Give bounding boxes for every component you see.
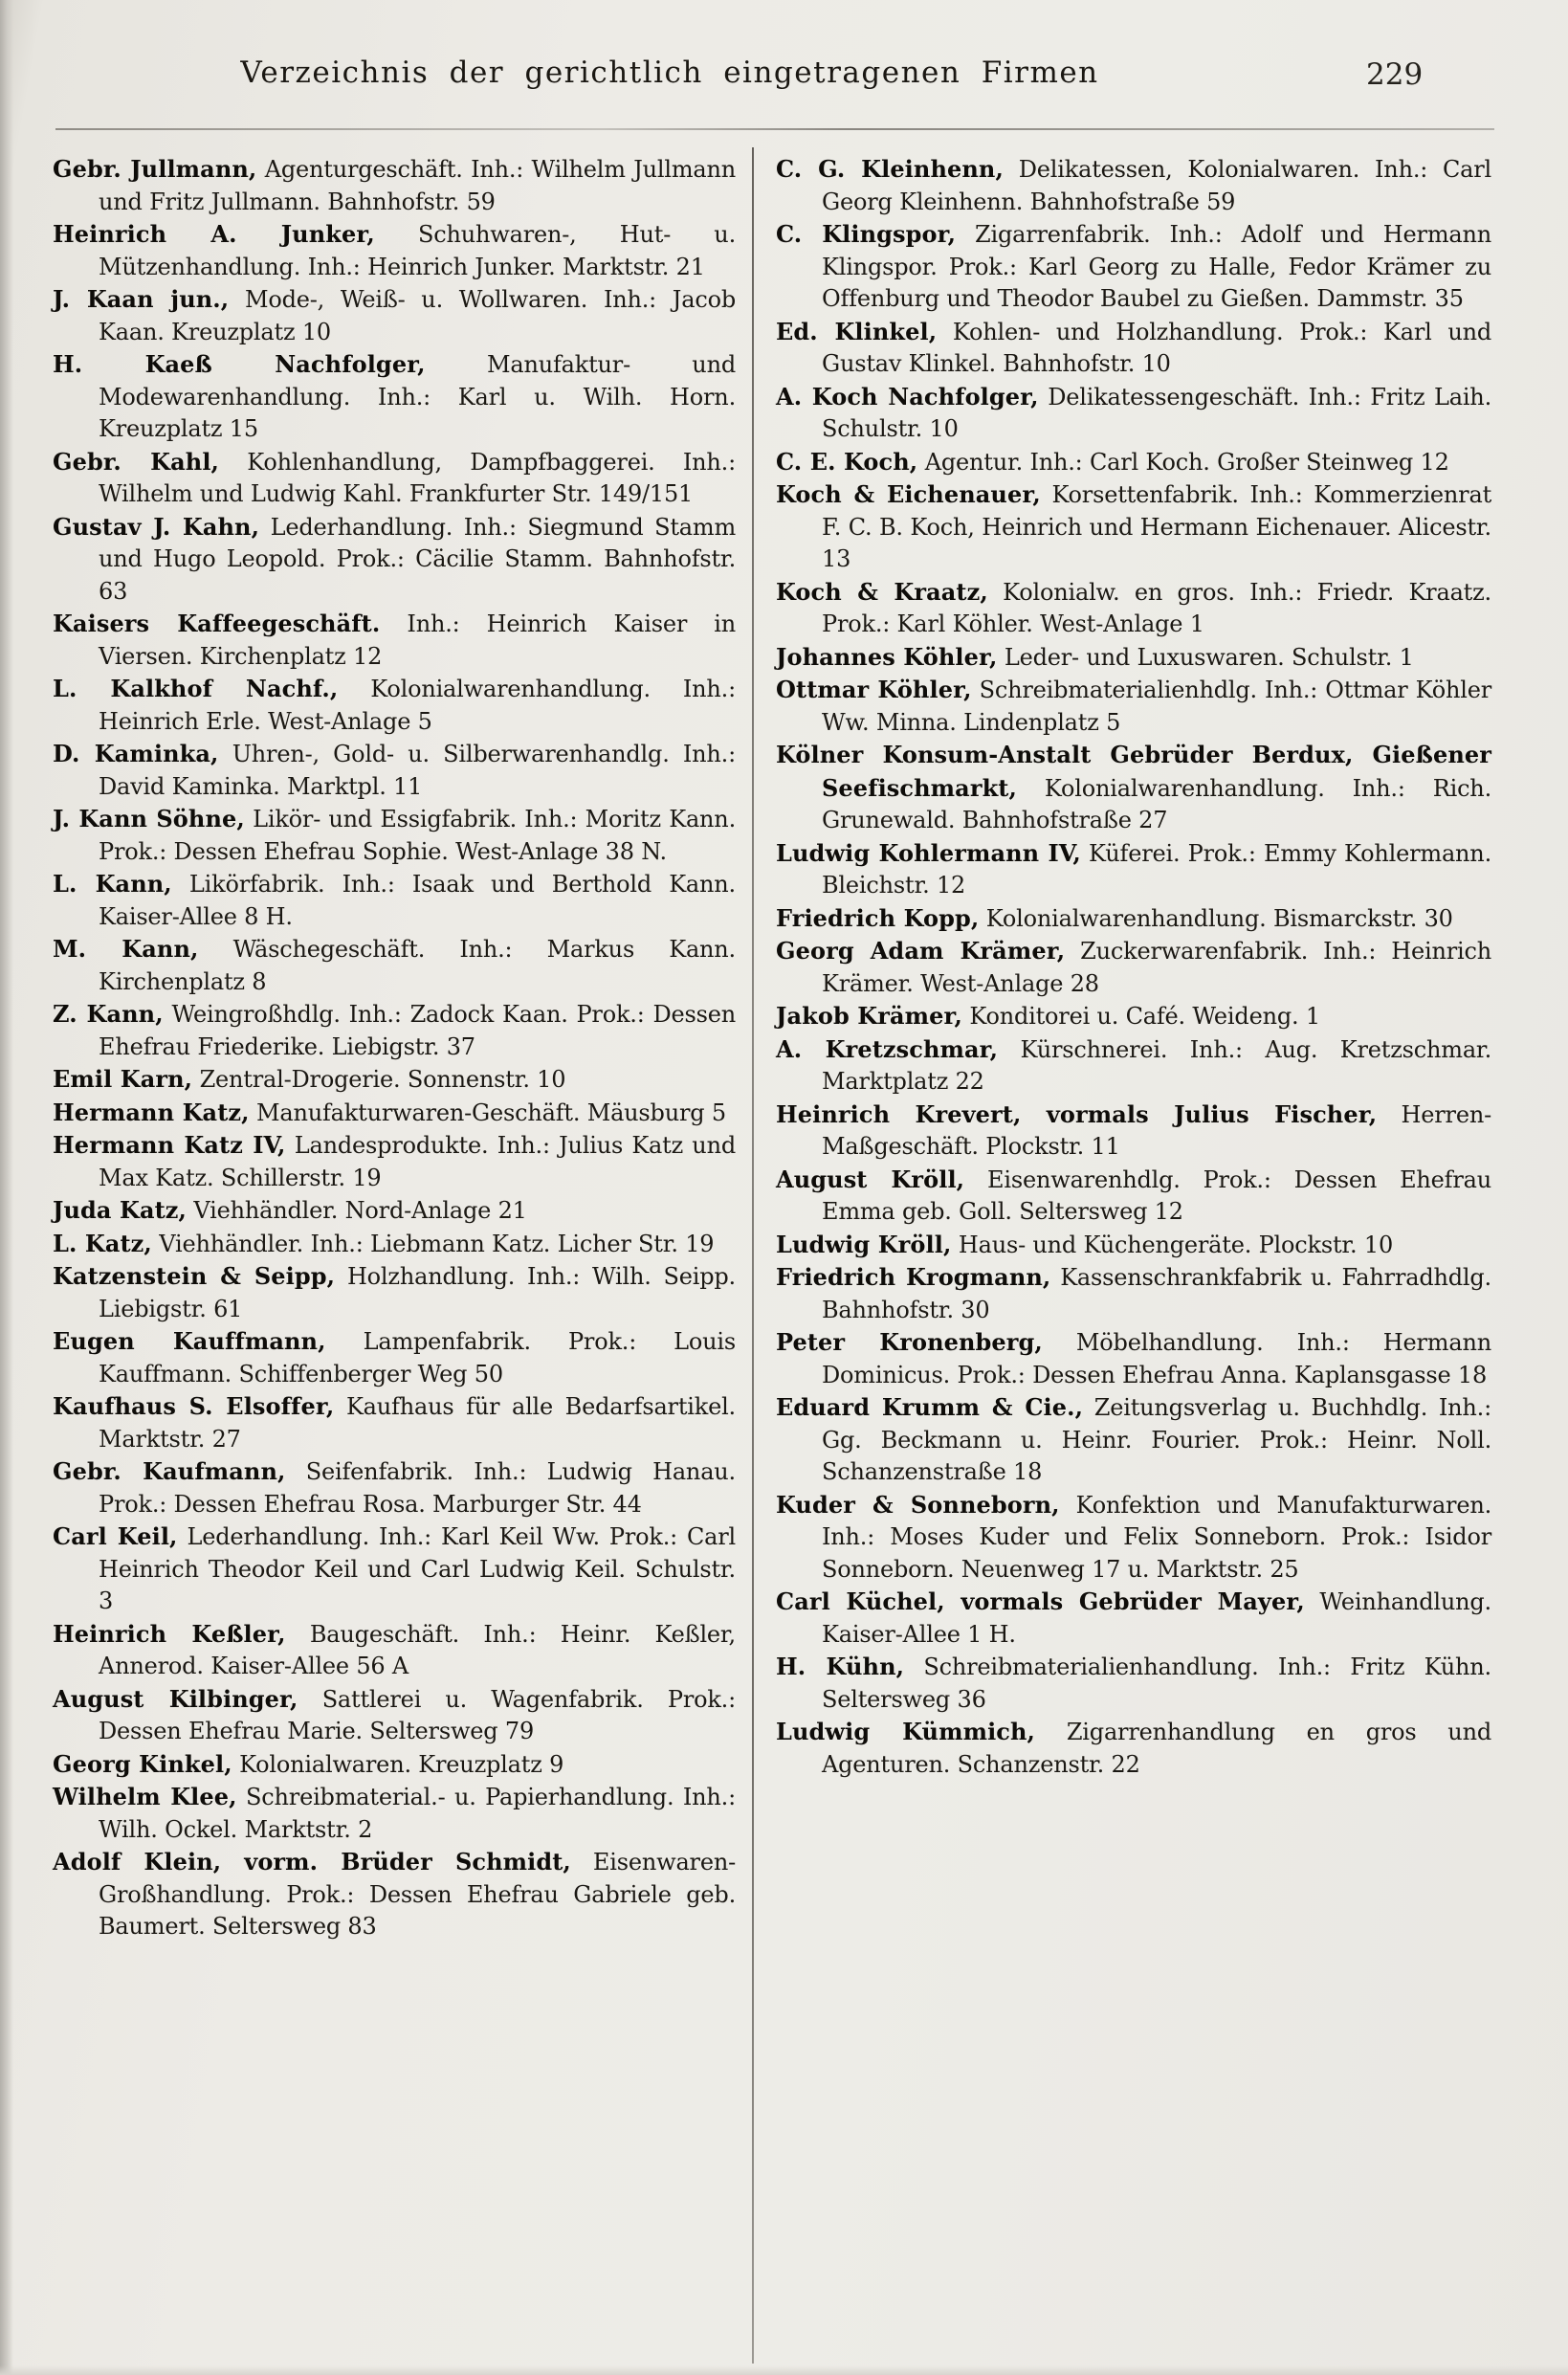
directory-entry — [53, 803, 736, 868]
firm-name: Eugen Kauffmann, — [53, 1327, 326, 1355]
firm-name: Gebr. Kaufmann, — [53, 1457, 286, 1485]
directory-entry — [53, 1063, 736, 1097]
firm-name: Juda Katz, — [53, 1196, 187, 1224]
firm-details: Lederhandlung. Inh.: Karl Keil Ww. Prok.: Carl Heinrich Theodor Keil und Carl Ludwig Keil. Schulstr. 3 — [99, 1523, 737, 1614]
firm-details: Manufaktur- und Modewarenhandlung. Inh.: Karl u. Wilh. Horn. Kreuzplatz 15 — [99, 351, 736, 442]
directory-entry — [53, 1228, 736, 1261]
firm-name: Koch & Eichenauer, — [776, 480, 1041, 508]
directory-entry — [776, 739, 1491, 837]
firm-name: L. Kann, — [53, 870, 172, 898]
firm-details: Kolonialw. en gros. Inh.: Friedr. Kraatz. Prok.: Karl Köhler. West-Anlage 1 — [822, 578, 1491, 637]
firm-name: Gebr. Jullmann, — [53, 155, 257, 183]
firm-name: Heinrich Krevert, vormals Julius Fischer, — [776, 1099, 1378, 1128]
directory-entry — [53, 1683, 736, 1748]
directory-entry — [53, 1390, 736, 1455]
firm-details: Zigarrenfabrik. Inh.: Adolf und Hermann Klingspor. Prok.: Karl Georg zu Halle, Fedor Krämer zu Offenburg und Theodor Baubel zu Gießen. Dammstr. 35 — [822, 221, 1491, 312]
firm-details: Landesprodukte. Inh.: Julius Katz und Max Katz. Schillerstr. 19 — [99, 1132, 736, 1191]
firm-name: H. Kühn, — [776, 1653, 905, 1680]
directory-entry — [53, 1325, 736, 1390]
firm-details: Agenturgeschäft. Inh.: Wilhelm Jullmann und Fritz Jullmann. Bahnhofstr. 59 — [99, 156, 737, 215]
firm-name: Ludwig Kohlermann IV, — [776, 838, 1081, 867]
directory-entry — [53, 1781, 736, 1846]
firm-details: Lampenfabrik. Prok.: Louis Kauffmann. Schiffenberger Weg 50 — [99, 1328, 736, 1387]
header-rule — [55, 128, 1494, 130]
directory-entry — [776, 446, 1491, 479]
column-left — [53, 153, 736, 1943]
firm-details: Herren-Maßgeschäft. Plockstr. 11 — [822, 1100, 1491, 1160]
directory-entry — [53, 868, 736, 933]
directory-entry — [53, 998, 736, 1063]
firm-details: Viehhändler. Inh.: Liebmann Katz. Licher Str. 19 — [151, 1230, 715, 1257]
directory-entry — [776, 1033, 1491, 1099]
directory-entry — [776, 1586, 1491, 1651]
directory-entry — [53, 511, 736, 609]
page-title: Verzeichnis der gerichtlich eingetragenen Firmen — [240, 55, 1099, 90]
firm-name: Heinrich Keßler, — [53, 1619, 286, 1648]
firm-name: Gebr. Kahl, — [53, 447, 219, 476]
firm-details: Likör- und Essigfabrik. Inh.: Moritz Kann. Prok.: Dessen Ehefrau Sophie. West-Anlage 38 N. — [99, 806, 736, 865]
directory-entry — [53, 348, 736, 446]
directory-entry — [776, 218, 1491, 316]
firm-name: Emil Karn, — [53, 1065, 193, 1093]
firm-details: Sattlerei u. Wagenfabrik. Prok.: Dessen Ehefrau Marie. Seltersweg 79 — [99, 1685, 736, 1744]
scan-edge-shadow — [0, 0, 13, 2375]
directory-entry — [53, 153, 736, 218]
directory-entry — [53, 1129, 736, 1194]
firm-details: Schreibmaterialienhdlg. Inh.: Ottmar Köhler Ww. Minna. Lindenplatz 5 — [822, 677, 1491, 736]
firm-name: Kölner Konsum-Anstalt Gebrüder Berdux, Gießener Seefischmarkt, — [776, 741, 1491, 802]
directory-entry — [53, 608, 736, 673]
firm-name: Ottmar Köhler, — [776, 676, 972, 703]
firm-details: Kaufhaus für alle Bedarfsartikel. Marktstr. 27 — [99, 1393, 736, 1453]
firm-name: Hermann Katz IV, — [53, 1131, 286, 1159]
firm-name: Jakob Krämer, — [776, 1002, 962, 1030]
firm-details: Uhren-, Gold- u. Silberwarenhandlg. Inh.: David Kaminka. Marktpl. 11 — [99, 741, 736, 800]
firm-details: Zeitungsverlag u. Buchhdlg. Inh.: Gg. Beckmann u. Heinr. Fourier. Prok.: Heinr. Noll. Schanzenstraße 18 — [822, 1394, 1491, 1485]
firm-name: Johannes Köhler, — [776, 642, 998, 671]
directory-entry — [776, 478, 1491, 576]
firm-details: Möbelhandlung. Inh.: Hermann Dominicus. Prok.: Dessen Ehefrau Anna. Kaplansgasse 18 — [822, 1329, 1491, 1388]
directory-entry — [776, 1391, 1491, 1489]
firm-details: Kohlen- und Holzhandlung. Prok.: Karl und Gustav Klinkel. Bahnhofstr. 10 — [822, 318, 1491, 377]
directory-entry — [53, 738, 736, 803]
directory-entry — [776, 316, 1491, 381]
firm-name: Kaisers Kaffeegeschäft. — [53, 610, 381, 637]
firm-name: Heinrich A. Junker, — [53, 220, 375, 248]
directory-entry — [776, 902, 1491, 936]
directory-entry — [776, 1651, 1491, 1716]
directory-entry — [776, 674, 1491, 739]
directory-entry — [53, 218, 736, 283]
firm-details: Wäschegeschäft. Inh.: Markus Kann. Kirchenplatz 8 — [99, 936, 736, 995]
directory-entry — [776, 1164, 1491, 1229]
directory-entry — [776, 1261, 1491, 1326]
firm-details: Zuckerwarenfabrik. Inh.: Heinrich Krämer. West-Anlage 28 — [822, 938, 1491, 997]
firm-details: Weinhandlung. Kaiser-Allee 1 H. — [822, 1588, 1491, 1648]
firm-name: Ludwig Kümmich, — [776, 1718, 1036, 1745]
directory-entry — [53, 1455, 736, 1520]
firm-name: Koch & Kraatz, — [776, 577, 988, 606]
directory-entry — [776, 1000, 1491, 1033]
firm-name: Friedrich Krogmann, — [776, 1263, 1051, 1291]
firm-details: Kolonialwarenhandlung. Bismarckstr. 30 — [979, 904, 1453, 932]
firm-name: Ed. Klinkel, — [776, 317, 938, 345]
firm-name: Eduard Krumm & Cie., — [776, 1393, 1084, 1421]
firm-name: Adolf Klein, vorm. Brüder Schmidt, — [53, 1848, 571, 1876]
column-divider — [752, 147, 754, 2364]
directory-entry — [776, 1326, 1491, 1391]
firm-details: Korsettenfabrik. Inh.: Kommerzienrat F. C. B. Koch, Heinrich und Hermann Eichenauer. Alicestr. 13 — [822, 481, 1492, 572]
firm-details: Leder- und Luxuswaren. Schulstr. 1 — [997, 643, 1414, 671]
firm-name: A. Koch Nachfolger, — [776, 382, 1039, 411]
firm-details: Kassenschrankfabrik u. Fahrradhdlg. Bahnhofstr. 30 — [822, 1264, 1491, 1323]
directory-entry — [776, 1716, 1491, 1781]
firm-details: Schuhwaren-, Hut- u. Mützenhandlung. Inh.: Heinrich Junker. Marktstr. 21 — [99, 221, 736, 280]
firm-name: Wilhelm Klee, — [53, 1783, 237, 1810]
firm-details: Eisenwaren-Großhandlung. Prok.: Dessen Ehefrau Gabriele geb. Baumert. Seltersweg 83 — [99, 1849, 736, 1940]
directory-entry — [776, 641, 1491, 675]
firm-name: Georg Kinkel, — [53, 1749, 232, 1778]
directory-entry — [53, 1520, 736, 1618]
directory-entry — [776, 576, 1491, 641]
firm-name: Z. Kann, — [53, 1000, 164, 1028]
directory-entry — [53, 673, 736, 738]
directory-entry — [53, 1846, 736, 1943]
firm-name: D. Kaminka, — [53, 740, 219, 767]
firm-name: A. Kretzschmar, — [776, 1034, 999, 1063]
firm-name: Ludwig Kröll, — [776, 1230, 952, 1258]
directory-entry — [53, 933, 736, 998]
firm-name: H. Kaeß Nachfolger, — [53, 350, 426, 378]
firm-details: Eisenwarenhdlg. Prok.: Dessen Ehefrau Emma geb. Goll. Seltersweg 12 — [822, 1165, 1491, 1225]
firm-details: Konfektion und Manufakturwaren. Inh.: Moses Kuder und Felix Sonneborn. Prok.: Isidor Sonneborn. Neuenweg 17 u. Marktstr. 25 — [822, 1491, 1492, 1583]
firm-name: Peter Kronenberg, — [776, 1328, 1043, 1356]
firm-details: Baugeschäft. Inh.: Heinr. Keßler, Annerod. Kaiser-Allee 56 A — [99, 1620, 736, 1679]
directory-entry — [53, 1260, 736, 1325]
firm-name: C. E. Koch, — [776, 447, 918, 476]
firm-name: Hermann Katz, — [53, 1098, 250, 1126]
firm-name: C. G. Kleinhenn, — [776, 155, 1004, 183]
directory-entry — [776, 1099, 1491, 1164]
firm-details: Zentral-Drogerie. Sonnenstr. 10 — [192, 1066, 566, 1093]
page-header — [0, 50, 1568, 107]
firm-name: Carl Keil, — [53, 1522, 178, 1550]
scan-edge-shadow-bottom — [0, 2365, 1568, 2375]
firm-details: Lederhandlung. Inh.: Siegmund Stamm und Hugo Leopold. Prok.: Cäcilie Stamm. Bahnhofstr. 63 — [99, 513, 737, 605]
directory-entry — [53, 1748, 736, 1782]
directory-entry — [776, 935, 1491, 1000]
directory-entry — [53, 1618, 736, 1683]
firm-details: Küferei. Prok.: Emmy Kohlermann. Bleichstr. 12 — [822, 839, 1491, 899]
firm-details: Seifenfabrik. Inh.: Ludwig Hanau. Prok.: Dessen Ehefrau Rosa. Marburger Str. 44 — [99, 1458, 736, 1518]
directory-entry — [776, 1229, 1491, 1262]
firm-name: Katzenstein & Seipp, — [53, 1262, 336, 1290]
firm-details: Mode-, Weiß- u. Wollwaren. Inh.: Jacob Kaan. Kreuzplatz 10 — [99, 286, 736, 345]
page-number: 229 — [1366, 57, 1424, 92]
firm-details: Holzhandlung. Inh.: Wilh. Seipp. Liebigstr. 61 — [99, 1263, 736, 1322]
firm-details: Schreibmaterial.- u. Papierhandlung. Inh.: Wilh. Ockel. Marktstr. 2 — [99, 1784, 736, 1843]
directory-entry — [776, 153, 1491, 218]
firm-name: L. Katz, — [53, 1229, 152, 1257]
firm-details: Zigarrenhandlung en gros und Agenturen. Schanzenstr. 22 — [822, 1719, 1491, 1778]
firm-details: Manufakturwaren-Geschäft. Mäusburg 5 — [249, 1099, 726, 1126]
directory-entry — [53, 1097, 736, 1130]
firm-details: Schreibmaterialienhandlung. Inh.: Fritz Kühn. Seltersweg 36 — [822, 1654, 1491, 1713]
firm-details: Weingroßhdlg. Inh.: Zadock Kaan. Prok.: Dessen Ehefrau Friederike. Liebigstr. 37 — [99, 1001, 736, 1060]
firm-name: Georg Adam Krämer, — [776, 937, 1066, 965]
firm-name: Kaufhaus S. Elsoffer, — [53, 1392, 335, 1420]
firm-name: Kuder & Sonneborn, — [776, 1490, 1060, 1519]
firm-details: Konditorei u. Café. Weideng. 1 — [961, 1003, 1320, 1030]
firm-details: Inh.: Heinrich Kaiser in Viersen. Kirchenplatz 12 — [99, 610, 736, 670]
directory-entry — [776, 381, 1491, 446]
firm-details: Agentur. Inh.: Carl Koch. Großer Steinweg 12 — [917, 448, 1449, 476]
directory-entry — [53, 446, 736, 511]
firm-name: M. Kann, — [53, 935, 199, 963]
firm-details: Kolonialwarenhandlung. Inh.: Rich. Grunewald. Bahnhofstraße 27 — [822, 774, 1491, 833]
firm-details: Kolonialwaren. Kreuzplatz 9 — [232, 1750, 564, 1778]
firm-details: Likörfabrik. Inh.: Isaak und Berthold Kann. Kaiser-Allee 8 H. — [99, 871, 736, 930]
firm-name: J. Kaan jun., — [53, 285, 230, 313]
directory-entry — [53, 283, 736, 348]
firm-details: Kolonialwarenhandlung. Inh.: Heinrich Erle. West-Anlage 5 — [99, 676, 736, 735]
firm-name: August Kilbinger, — [53, 1684, 298, 1713]
firm-name: August Kröll, — [776, 1165, 965, 1193]
firm-details: Viehhändler. Nord-Anlage 21 — [186, 1197, 527, 1224]
directory-entry — [776, 837, 1491, 902]
firm-details: Haus- und Küchengeräte. Plockstr. 10 — [951, 1231, 1394, 1258]
firm-details: Kohlenhandlung, Dampfbaggerei. Inh.: Wilhelm und Ludwig Kahl. Frankfurter Str. 149/151 — [99, 448, 736, 507]
firm-name: Carl Küchel, vormals Gebrüder Mayer, — [776, 1587, 1305, 1615]
firm-details: Kürschnerei. Inh.: Aug. Kretzschmar. Marktplatz 22 — [822, 1035, 1491, 1095]
firm-details: Delikatessengeschäft. Inh.: Fritz Laih. Schulstr. 10 — [822, 383, 1491, 442]
firm-name: C. Klingspor, — [776, 220, 957, 248]
column-right — [776, 153, 1491, 1781]
firm-details: Delikatessen, Kolonialwaren. Inh.: Carl Georg Kleinhenn. Bahnhofstraße 59 — [822, 156, 1491, 215]
firm-name: Gustav J. Kahn, — [53, 512, 260, 541]
firm-name: L. Kalkhof Nachf., — [53, 675, 339, 702]
firm-name: Friedrich Kopp, — [776, 903, 980, 932]
firm-name: J. Kann Söhne, — [53, 805, 245, 832]
directory-entry — [776, 1489, 1491, 1587]
directory-entry — [53, 1194, 736, 1228]
